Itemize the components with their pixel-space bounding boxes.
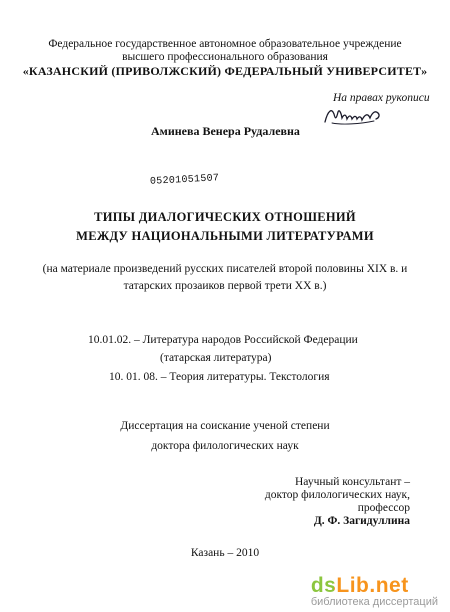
specialty-line3: 10. 01. 08. – Теория литературы. Текстология	[109, 371, 330, 383]
title-line1: ТИПЫ ДИАЛОГИЧЕСКИХ ОТНОШЕНИЙ	[94, 210, 356, 224]
degree-line2: доктора филологических наук	[151, 440, 299, 452]
author-name: Аминева Венера Рудалевна	[151, 124, 300, 138]
degree-line1: Диссертация на соискание ученой степени	[120, 420, 330, 432]
place-year: Казань – 2010	[190, 547, 260, 559]
watermark-brand-main: dsLib	[310, 574, 370, 597]
consultant-line2: доктор филологических наук,	[264, 489, 410, 501]
dslib-watermark	[311, 574, 438, 608]
watermark-caption: библиотека диссертаций	[310, 596, 438, 608]
institution-line1: Федеральное государственное автономное образовательное учреждение	[48, 38, 402, 50]
author-signature	[322, 104, 384, 130]
manuscript-note: На правах рукописи	[333, 92, 430, 104]
subtitle-line1: (на материале произведений русских писателей второй половины XIX в. и	[42, 263, 408, 275]
institution-line2: высшего профессионального образования	[122, 51, 328, 63]
consultant-name: Д. Ф. Загидуллина	[313, 515, 410, 527]
watermark-brand	[311, 574, 438, 598]
consultant-line1: Научный консультант –	[295, 476, 410, 488]
subtitle-line2: татарских прозаиков первой трети XX в.)	[123, 280, 327, 292]
watermark-brand-tld: .net	[369, 574, 409, 597]
title-line2: МЕЖДУ НАЦИОНАЛЬНЫМИ ЛИТЕРАТУРАМИ	[76, 229, 374, 243]
registration-code: 05201051507	[149, 173, 220, 188]
specialty-line2: (татарская литература)	[160, 352, 272, 364]
consultant-line3: профессор	[357, 502, 410, 514]
specialty-line1: 10.01.02. – Литература народов Российской Федерации	[88, 334, 358, 346]
institution-name: «КАЗАНСКИЙ (ПРИВОЛЖСКИЙ) ФЕДЕРАЛЬНЫЙ УНИВЕРСИТЕТ»	[22, 64, 428, 78]
